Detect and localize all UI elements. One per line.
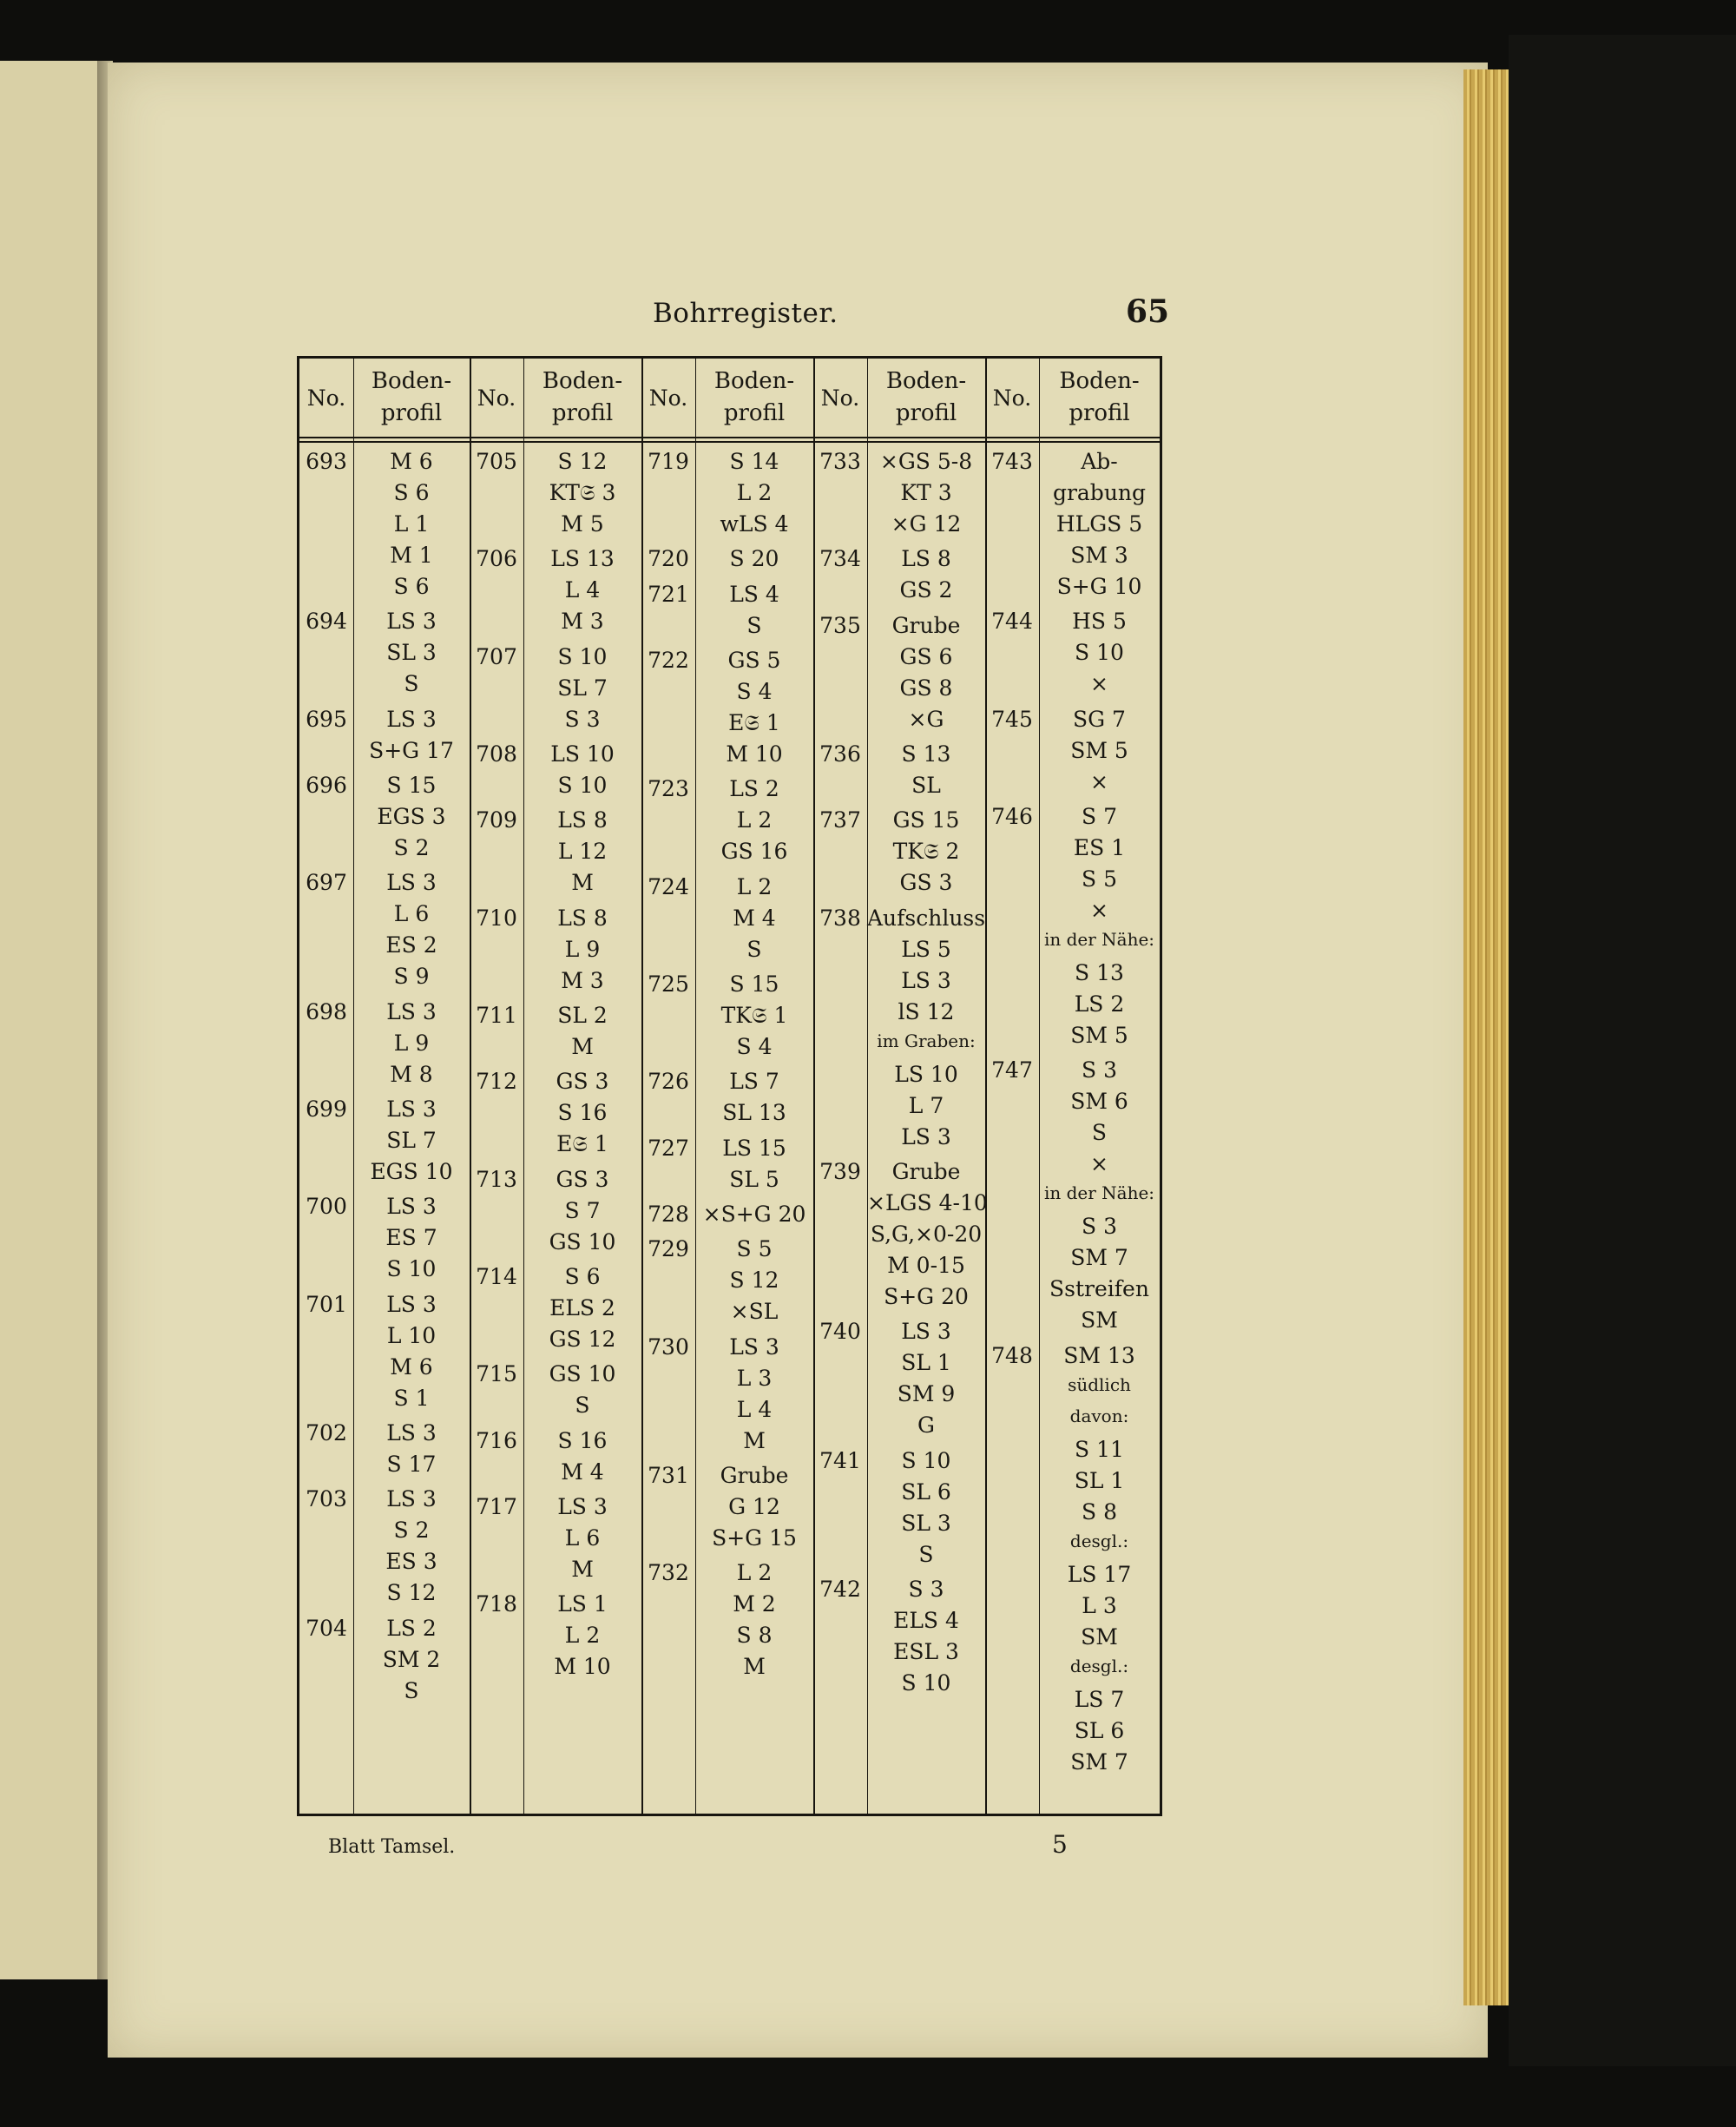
boring-number: 725 (648, 971, 689, 997)
boring-number: 746 (991, 803, 1033, 829)
profile-line: L 9 (564, 936, 601, 962)
profile-line: SM 7 (1070, 1245, 1128, 1271)
boring-number: 693 (306, 449, 347, 474)
profile-line: S 10 (1075, 640, 1124, 666)
profile-line: SL (911, 772, 941, 798)
boring-number: 722 (648, 647, 689, 673)
boring-number: 720 (648, 546, 689, 572)
profile-line: S (918, 1541, 934, 1567)
boring-number: 735 (819, 612, 861, 638)
profile-line: SM 5 (1070, 1022, 1128, 1048)
profile-line: SL 13 (722, 1100, 786, 1126)
boring-number: 695 (306, 706, 347, 732)
profile-line: S 7 (564, 1197, 601, 1223)
profile-line: S (404, 1677, 419, 1703)
profile-line: KT 3 (900, 480, 952, 505)
column-rule (985, 359, 987, 1814)
header-no: No. (820, 385, 860, 411)
register-table (297, 356, 1162, 1816)
profile-line: desgl.: (1069, 1530, 1129, 1551)
profile-line: GS 3 (556, 1069, 609, 1095)
profile-line: SL 3 (901, 1510, 951, 1536)
profile-line: GS 6 (899, 643, 953, 669)
profile-line: S 13 (901, 741, 951, 767)
boring-number: 723 (648, 776, 689, 802)
boring-number: 745 (991, 706, 1033, 732)
profile-line: LS 3 (386, 706, 437, 732)
profile-line: EGS 10 (370, 1158, 453, 1184)
profile-line: × (1090, 897, 1108, 923)
boring-number: 742 (819, 1576, 861, 1602)
profile-line: LS 3 (557, 1493, 608, 1519)
profile-line: S 16 (557, 1427, 608, 1453)
profile-line: M 1 (390, 543, 433, 568)
profile-line: LS 3 (386, 1096, 437, 1122)
profile-line: S 3 (1082, 1057, 1117, 1083)
profile-line: in der Nähe: (1043, 1182, 1155, 1204)
boring-number: 748 (991, 1342, 1033, 1368)
boring-number: 700 (306, 1194, 347, 1220)
profile-line: LS 4 (729, 581, 779, 607)
profile-line: LS 2 (386, 1615, 437, 1641)
profile-line: L 3 (736, 1365, 773, 1391)
boring-number: 737 (819, 807, 861, 833)
profile-line: SG 7 (1073, 706, 1126, 732)
boring-number: 744 (991, 609, 1033, 635)
boring-number: 697 (306, 870, 347, 896)
profile-line: Aufschluss (867, 905, 986, 931)
boring-number: 696 (306, 772, 347, 798)
profile-line: LS 3 (901, 967, 951, 993)
profile-line: M 3 (561, 609, 604, 635)
profile-line: LS 10 (550, 741, 615, 767)
profile-line: L 9 (393, 1030, 430, 1056)
profile-line: S 12 (729, 1268, 779, 1294)
profile-line: LS 1 (557, 1591, 608, 1617)
profile-line: E𝔖 1 (728, 709, 780, 735)
profile-line: GS 12 (549, 1326, 616, 1352)
profile-line: EGS 3 (377, 803, 446, 829)
profile-line: M (743, 1427, 766, 1453)
profile-line: LS 3 (386, 1419, 437, 1445)
profile-line: S,G,×0-20 (870, 1221, 983, 1247)
profile-line: ES 7 (385, 1225, 437, 1251)
profile-line: L 2 (564, 1623, 601, 1649)
profile-line: TK𝔖 2 (892, 839, 960, 865)
boring-number: 738 (819, 905, 861, 931)
profile-line: Grube (891, 612, 961, 638)
boring-number: 707 (476, 643, 517, 669)
profile-line: L 6 (564, 1524, 601, 1551)
boring-number: 713 (476, 1166, 517, 1192)
profile-line: ×GS 5-8 (879, 449, 973, 474)
boring-number: 728 (648, 1201, 689, 1227)
page-block-edge (1463, 69, 1509, 2005)
profile-line: wLS 4 (720, 511, 789, 537)
profile-line: S 3 (1082, 1214, 1117, 1240)
profile-line: S 6 (564, 1263, 601, 1289)
profile-line: L 2 (736, 873, 773, 899)
profile-line: LS 3 (386, 998, 437, 1024)
profile-line: S 12 (386, 1580, 437, 1606)
profile-line: ELS 4 (893, 1607, 959, 1633)
profile-line: S (746, 936, 762, 962)
boring-number: 739 (819, 1158, 861, 1184)
footer-sheet-name: Blatt Tamsel. (328, 1836, 456, 1858)
profile-line: LS 3 (386, 1194, 437, 1220)
profile-line: L 3 (1082, 1592, 1117, 1618)
header-no: No. (477, 385, 516, 411)
profile-line: im Graben: (877, 1030, 976, 1051)
profile-line: S (404, 671, 419, 697)
profile-line: LS 17 (1067, 1561, 1132, 1587)
profile-line: SM (1081, 1623, 1118, 1650)
profile-line: S 3 (908, 1576, 944, 1602)
profile-line: S 10 (386, 1256, 437, 1282)
profile-line: M 10 (726, 741, 783, 767)
profile-line: S 8 (1082, 1498, 1117, 1524)
boring-number: 721 (648, 581, 689, 607)
profile-line: L 4 (736, 1396, 773, 1422)
profile-line: ELS 2 (549, 1294, 615, 1320)
boring-number: 733 (819, 449, 861, 474)
profile-line: LS 3 (386, 609, 437, 635)
profile-line: G 12 (728, 1493, 780, 1519)
profile-line: KT𝔖 3 (549, 480, 616, 505)
profile-line: ×G 12 (891, 511, 962, 537)
profile-line: SL 1 (901, 1350, 951, 1376)
profile-line: SM 6 (1070, 1089, 1128, 1115)
profile-line: GS 5 (727, 647, 781, 673)
profile-line: M 0-15 (887, 1252, 965, 1278)
profile-line: grabung (1052, 480, 1147, 505)
profile-line: SM 9 (897, 1381, 956, 1407)
profile-line: S (575, 1393, 590, 1419)
boring-number: 710 (476, 905, 517, 931)
profile-line: GS 3 (556, 1166, 609, 1192)
profile-line: LS 3 (901, 1123, 951, 1149)
profile-line: S+G 10 (1056, 574, 1142, 599)
profile-line: GS 3 (899, 870, 953, 896)
boring-number: 736 (819, 741, 861, 767)
profile-line: LS 2 (729, 776, 779, 802)
header-profile: Boden- profil (371, 368, 452, 426)
boring-number: 712 (476, 1069, 517, 1095)
boring-number: 747 (991, 1057, 1033, 1083)
profile-line: M 5 (561, 511, 604, 537)
profile-line: südlich (1068, 1373, 1131, 1395)
profile-line: S 13 (1075, 959, 1124, 985)
boring-number: 741 (819, 1447, 861, 1473)
profile-line: LS 8 (901, 546, 951, 572)
profile-line: LS 10 (894, 1061, 958, 1087)
boring-number: 743 (991, 449, 1033, 474)
profile-line: S 6 (393, 480, 430, 505)
profile-line: S 20 (729, 546, 779, 572)
profile-line: S 17 (386, 1451, 437, 1477)
profile-line: M (571, 1556, 594, 1582)
profile-line: S 10 (901, 1447, 951, 1473)
profile-line: S 7 (1082, 803, 1117, 829)
header-rule (299, 437, 1160, 438)
profile-line: ESL 3 (893, 1638, 959, 1664)
profile-line: davon: (1069, 1405, 1129, 1426)
profile-line: L 10 (386, 1322, 437, 1348)
boring-number: 702 (306, 1419, 347, 1445)
profile-line: GS 8 (899, 675, 953, 701)
profile-line: S 5 (736, 1236, 773, 1262)
profile-line: GS 10 (549, 1228, 616, 1254)
profile-line: S 5 (1082, 866, 1117, 892)
boring-number: 727 (648, 1135, 689, 1161)
boring-number: 732 (648, 1560, 689, 1586)
profile-line: S 4 (736, 678, 773, 704)
profile-line: SM 2 (382, 1646, 441, 1672)
profile-line: M 4 (733, 905, 776, 931)
profile-line: SM 13 (1063, 1342, 1135, 1368)
boring-number: 726 (648, 1069, 689, 1095)
book-cover (1509, 35, 1736, 2066)
profile-line: L 2 (736, 1560, 773, 1586)
boring-number: 694 (306, 609, 347, 635)
header-profile: Boden- profil (885, 368, 967, 426)
facing-page-edge (0, 61, 102, 1979)
header-profile: Boden- profil (713, 368, 795, 426)
profile-line: S+G 17 (369, 737, 454, 763)
footer-signature: 5 (1052, 1830, 1068, 1859)
profile-line: S 15 (386, 772, 437, 798)
profile-line: ×G (908, 706, 944, 732)
profile-line: lS 12 (898, 998, 955, 1024)
profile-line: LS 3 (386, 870, 437, 896)
profile-line: L 4 (564, 577, 601, 603)
header-no: No. (648, 385, 688, 411)
running-title: Bohrregister. (653, 298, 838, 329)
profile-line: M (571, 1033, 594, 1059)
profile-line: SL 3 (386, 640, 437, 666)
profile-line: M 6 (390, 1353, 433, 1380)
profile-line: Grube (720, 1462, 789, 1488)
profile-line: × (1090, 1151, 1108, 1177)
profile-line: SL 7 (557, 675, 608, 701)
profile-line: LS 8 (557, 905, 608, 931)
profile-line: G (917, 1413, 935, 1439)
profile-line: GS 10 (549, 1361, 616, 1387)
profile-line: SL 6 (901, 1478, 951, 1505)
profile-line: desgl.: (1069, 1655, 1129, 1676)
profile-line: SM (1081, 1307, 1118, 1333)
profile-line: L 12 (557, 839, 608, 865)
profile-line: SL 5 (729, 1166, 779, 1192)
boring-number: 734 (819, 546, 861, 572)
profile-line: L 2 (736, 807, 773, 833)
boring-number: 704 (306, 1615, 347, 1641)
profile-line: S 2 (393, 834, 430, 860)
profile-line: S 9 (393, 964, 430, 990)
boring-number: 703 (306, 1486, 347, 1512)
profile-line: L 1 (393, 511, 430, 537)
profile-line: S+G 15 (712, 1524, 797, 1551)
profile-line: SL 7 (386, 1127, 437, 1153)
boring-number: 729 (648, 1236, 689, 1262)
boring-number: 701 (306, 1291, 347, 1317)
profile-line: LS 13 (550, 546, 615, 572)
boring-number: 730 (648, 1333, 689, 1360)
boring-number: 718 (476, 1591, 517, 1617)
profile-line: SM 5 (1070, 737, 1128, 763)
profile-line: in der Nähe: (1043, 928, 1155, 950)
profile-line: S (1091, 1120, 1108, 1146)
header-no: No. (992, 385, 1032, 411)
header-profile: Boden- profil (542, 368, 623, 426)
profile-line: M 10 (554, 1654, 611, 1680)
profile-line: M 3 (561, 967, 604, 993)
profile-line: S 12 (557, 449, 608, 474)
profile-line: Grube (891, 1158, 961, 1184)
header-profile: Boden- profil (1059, 368, 1140, 426)
profile-line: S 10 (901, 1669, 951, 1696)
boring-number: 719 (648, 449, 689, 474)
profile-line: ES 1 (1073, 834, 1126, 860)
profile-line: LS 3 (386, 1291, 437, 1317)
profile-line: GS 15 (892, 807, 960, 833)
profile-line: M 8 (390, 1061, 433, 1087)
boring-number: 740 (819, 1319, 861, 1345)
profile-line: Sstreifen (1049, 1276, 1149, 1302)
profile-line: TK𝔖 1 (720, 1002, 788, 1028)
profile-line: M 4 (561, 1459, 604, 1485)
profile-line: S 14 (729, 449, 779, 474)
profile-line: E𝔖 1 (556, 1131, 608, 1157)
profile-line: LS 3 (386, 1486, 437, 1512)
profile-line: S 10 (557, 772, 608, 798)
boring-number: 731 (648, 1462, 689, 1488)
profile-line: ×S+G 20 (702, 1201, 806, 1227)
profile-line: ×SL (730, 1299, 779, 1325)
profile-line: LS 7 (729, 1069, 779, 1095)
profile-line: LS 2 (1074, 991, 1125, 1017)
boring-number: 715 (476, 1361, 517, 1387)
profile-line: S 6 (393, 574, 430, 599)
profile-line: S 8 (736, 1623, 773, 1649)
boring-number: 708 (476, 741, 517, 767)
profile-line: S+G 20 (884, 1283, 969, 1309)
profile-line: S 11 (1075, 1436, 1124, 1462)
boring-number: 724 (648, 873, 689, 899)
header-no: No. (306, 385, 346, 411)
page-number: 65 (1126, 293, 1170, 330)
profile-line: LS 15 (722, 1135, 786, 1161)
profile-line: L 2 (736, 480, 773, 505)
profile-line: S 4 (736, 1033, 773, 1059)
profile-line: L 6 (393, 901, 430, 927)
boring-number: 711 (476, 1002, 517, 1028)
profile-line: SL 1 (1074, 1467, 1125, 1493)
profile-line: ES 3 (385, 1549, 437, 1575)
boring-number: 716 (476, 1427, 517, 1453)
profile-line: SL 6 (1074, 1717, 1125, 1743)
profile-line: SM 3 (1070, 543, 1128, 568)
profile-line: S 1 (393, 1385, 430, 1411)
profile-line: M (571, 870, 594, 896)
profile-line: GS 2 (899, 577, 953, 603)
boring-number: 706 (476, 546, 517, 572)
header-rule (299, 441, 1160, 443)
boring-number: 717 (476, 1493, 517, 1519)
boring-number: 714 (476, 1263, 517, 1289)
profile-line: LS 7 (1074, 1686, 1125, 1712)
profile-line: HS 5 (1072, 609, 1127, 635)
profile-line: LS 5 (901, 936, 951, 962)
boring-number: 699 (306, 1096, 347, 1122)
boring-number: 709 (476, 807, 517, 833)
profile-line: ×LGS 4-10 (867, 1189, 988, 1215)
profile-line: SL 2 (557, 1002, 608, 1028)
profile-line: SM 7 (1070, 1748, 1128, 1775)
profile-line: ES 2 (385, 932, 437, 958)
profile-line: S 2 (393, 1518, 430, 1544)
profile-line: S 3 (564, 706, 601, 732)
profile-line: LS 3 (901, 1319, 951, 1345)
profile-line: S 15 (729, 971, 779, 997)
boring-number: 705 (476, 449, 517, 474)
profile-line: Ab- (1081, 449, 1118, 474)
profile-line: × (1090, 768, 1108, 794)
profile-line: S (746, 612, 762, 638)
profile-line: M (743, 1654, 766, 1680)
profile-line: LS 3 (729, 1333, 779, 1360)
profile-line: M 6 (390, 449, 433, 474)
profile-line: × (1090, 671, 1108, 697)
boring-number: 698 (306, 998, 347, 1024)
profile-line: S 10 (557, 643, 608, 669)
profile-line: GS 16 (720, 839, 788, 865)
profile-line: L 7 (908, 1092, 944, 1118)
profile-line: LS 8 (557, 807, 608, 833)
profile-line: HLGS 5 (1055, 511, 1143, 537)
profile-line: S 16 (557, 1100, 608, 1126)
profile-line: M 2 (733, 1591, 776, 1617)
